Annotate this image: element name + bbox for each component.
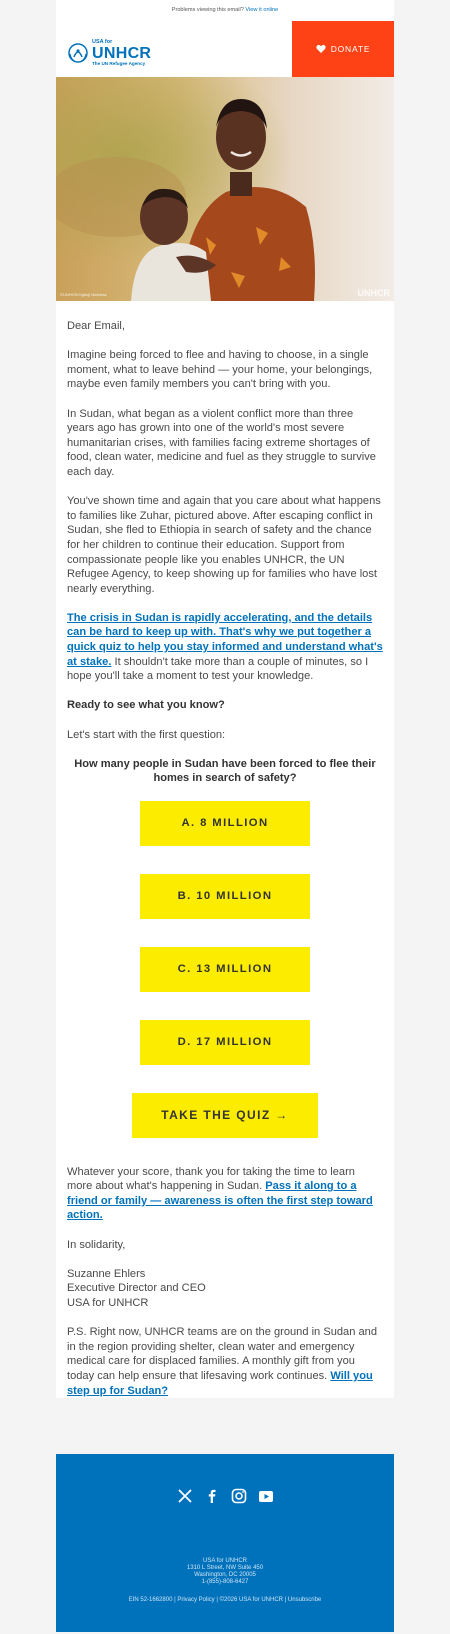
- ein-text: EIN 52-1662800: [128, 1597, 173, 1603]
- unhcr-laurel-icon: [67, 42, 89, 64]
- ps-text: P.S. Right now, UNHCR teams are on the ground in Sudan and in the region providing shelter, clean water and emergency medical care for displaced families. A monthly gift from you today can help ensure that lifesaving work continues.: [67, 1326, 377, 1382]
- answer-a-button[interactable]: A. 8 MILLION: [140, 801, 310, 846]
- closing: In solidarity,: [67, 1238, 126, 1251]
- unhcr-logo[interactable]: [67, 40, 151, 66]
- footer-legal: [56, 1597, 394, 1603]
- paragraph-share: [67, 1165, 383, 1223]
- footer-address: [56, 1558, 394, 1586]
- answer-c-button[interactable]: C. 13 MILLION: [140, 947, 310, 992]
- hero-photo: [56, 77, 394, 301]
- x-icon[interactable]: [177, 1488, 193, 1504]
- take-quiz-button[interactable]: TAKE THE QUIZ →: [132, 1093, 318, 1138]
- preheader: [56, 0, 394, 21]
- paragraph-intro: Imagine being forced to flee and having to choose, in a single moment, what to leave behind — your home, your belongings, maybe even family members you can't bring with you.: [67, 349, 373, 391]
- quiz-intro-link[interactable]: The crisis in Sudan is rapidly accelerating, and the details can be hard to keep up with. That's why we put together a quick quiz to help you stay informed and understand what's at stake.: [67, 611, 383, 668]
- address-org: USA for UNHCR: [202, 1558, 247, 1564]
- email-body: [56, 301, 394, 1398]
- address-phone: 1-(855)-808-6427: [201, 1579, 249, 1586]
- answer-d-button[interactable]: D. 17 MILLION: [140, 1020, 310, 1065]
- quiz-question: How many people in Sudan have been forced to flee their homes in search of safety?: [74, 757, 376, 785]
- address-city: Washington, DC 20005: [194, 1572, 256, 1579]
- ready-text: Ready to see what you know?: [67, 699, 225, 712]
- copyright-text: ©2026 USA for UNHCR: [219, 1597, 284, 1603]
- signature-org: USA for UNHCR: [67, 1296, 149, 1309]
- ps-link[interactable]: Will you step up for Sudan?: [67, 1369, 373, 1397]
- email-container: [56, 0, 394, 1603]
- ready-heading: [67, 698, 383, 713]
- quiz-intro-text: It shouldn't take more than a couple of minutes, so I hope you'll take a moment to test your knowledge.: [67, 655, 369, 683]
- donate-label: DONATE: [330, 44, 371, 54]
- donate-button[interactable]: [292, 21, 394, 77]
- unsubscribe-link[interactable]: Unsubscribe: [287, 1597, 322, 1603]
- signature-name: Suzanne Ehlers: [67, 1267, 146, 1280]
- paragraph-zuhar: You've shown time and again that you care about what happens to families like Zuhar, pictured above. After escaping conflict in Sudan, she fled to Ethiopia in search of safety and the chance for her children to continue their education. Support from compassionate people like you enables UNHCR, the UN Refugee Agency, to keep showing up for families who have lost nearly everything.: [67, 495, 381, 595]
- hero-image: [56, 77, 394, 301]
- facebook-icon[interactable]: [204, 1488, 220, 1504]
- start-text: Let's start with the first question:: [67, 728, 226, 741]
- address-street: 1310 L Street, NW Suite 450: [186, 1565, 264, 1572]
- footer: [56, 1454, 394, 1632]
- signature-title: Executive Director and CEO: [67, 1282, 206, 1295]
- legal-separator-1: |: [172, 1597, 178, 1603]
- social-links: [56, 1488, 394, 1504]
- logo-wordmark: [92, 40, 151, 66]
- paragraph-quiz: [67, 611, 383, 684]
- answer-b-button[interactable]: B. 10 MILLION: [140, 874, 310, 919]
- share-link[interactable]: Pass it along to a friend or family — awareness is often the first step toward action.: [67, 1180, 373, 1222]
- greeting: Dear Email,: [67, 320, 125, 332]
- share-text: Whatever your score, thank you for taking the time to learn more about what's happening in Sudan.: [67, 1165, 355, 1193]
- instagram-icon[interactable]: [231, 1488, 247, 1504]
- heart-icon: [316, 44, 326, 54]
- postscript: [67, 1325, 383, 1398]
- photo-credit: ©UNHCR/Ogbuji Nicholas: [60, 292, 107, 297]
- signature: [67, 1267, 383, 1311]
- paragraph-sudan: In Sudan, what began as a violent conflict more than three years ago has grown into one of the world's most severe humanitarian crises, with families facing extreme shortages of food, clean water, medicine and fuel as they struggle to survive each day.: [67, 407, 376, 478]
- privacy-policy-link[interactable]: Privacy Policy: [177, 1597, 215, 1603]
- hero-watermark: UNHCR: [357, 288, 390, 298]
- legal-separator-3: |: [283, 1597, 288, 1603]
- header: [56, 21, 394, 77]
- preheader-text: Problems viewing this email?: [171, 7, 246, 13]
- youtube-icon[interactable]: [258, 1488, 274, 1504]
- view-online-link[interactable]: View it online: [245, 7, 279, 13]
- logo-tagline: The UN Refugee Agency: [92, 60, 146, 66]
- legal-separator-2: |: [214, 1597, 220, 1603]
- logo-usa-for: USA for: [92, 39, 113, 45]
- logo-unhcr: UNHCR: [92, 44, 152, 62]
